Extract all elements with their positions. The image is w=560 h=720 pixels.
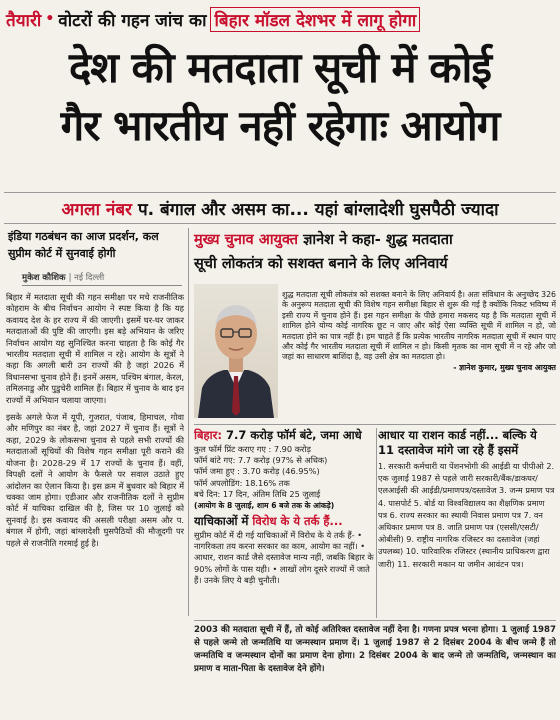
left-paragraph-2: इसके अगले फेज में यूपी, गुजरात, पंजाब, हिमाचल, गोवा और मणिपुर का नंबर है, जहां 2027 में चुनाव हैं। सूत्रों ने कहा, 2029 के लोकसभा चुनाव से पहले सभी राज्यों की मतदाताओं सूचियों की विशेष गहन समीक्षा पूरी कराने की योजना है। 2028-29 में 17 राज्यों के चुनाव हैं। वहीं, विपक्षी दलों ने आयोग के फैसले पर सवाल उठाते हुए आंदोलन का ऐलान किया है। इस क्रम में बुधवार को बिहार में चक्का जाम होगा। एडीआर और राजनीतिक दलों ने सुप्रीम कोर्ट में याचिका दाखिल की है, जिस पर 10 जुलाई को सुनवाई है। इस कवायद की असली परीक्षा असम और प. बंगाल में होगी, जहां बांग्लादेशी घुसपैठियों की मौजूदगी पर पहले से राजनीति गरमाई हुई है। — [6, 412, 184, 548]
bihar-stat-line: फॉर्म बांटे गए: 7.7 करोड़ (97% से अधिक) — [194, 455, 328, 466]
subdeck — [4, 192, 556, 224]
section-divider — [194, 424, 556, 425]
kicker-text: वोटरों की गहन जांच का — [58, 10, 207, 31]
subdeck-label: अगला नंबर — [61, 199, 133, 220]
left-column-heading: इंडिया गठबंधन का आज प्रदर्शन, कल सुप्रीम कोर्ट में सुनवाई होगी — [8, 230, 159, 260]
bihar-stats-heading — [194, 428, 376, 442]
petitions-heading — [194, 514, 376, 528]
cec-quote-text: शुद्ध मतदाता सूची लोकतंत्र को सशक्त बनाने के लिए अनिवार्य है। अतः संविधान के अनुच्छेद 326 के अनुरूप मतदाता सूची की विशेष गहन समीक्षा बिहार से शुरू की गई है क्योंकि निकट भविष्य में इसी राज्य में चुनाव होने हैं। इस गहन समीक्षा के पीछे हमारा मकसद यह है कि मतदाता सूची में शामिल होने योग्य कोई नागरिक छूट न जाए और कोई ऐसा व्यक्ति सूची में शामिल न हो, जो मतदाता होने का पात्र नहीं है। हम चाहते हैं कि प्रत्येक भारतीय नागरिक मतदाता सूची में स्थान पाए और कोई गैर भारतीय मतदाता सूची में शामिल न हो। किसी मृतक का नाम सूची में न रहे और जो जहां का साधारण बाशिंदा है, वह उसी क्षेत्र का मतदाता हो। — [282, 290, 556, 362]
kicker-separator: • — [45, 11, 55, 27]
kicker — [6, 2, 554, 36]
petitions-heading-red: विरोध के ये तर्क हैं... — [252, 514, 343, 529]
cec-heading-rest: ज्ञानेश ने कहा- शुद्ध मतदाता — [303, 232, 453, 248]
headline-line-2: गैर भारतीय नहीं रहेगाः आयोग — [60, 101, 500, 150]
subdeck-text: प. बंगाल और असम का... यहां बांग्लादेशी घुसपैठी ज्यादा — [138, 199, 499, 220]
cec-heading-label: मुख्य चुनाव आयुक्त — [194, 232, 298, 248]
headline-line-1: देश की मतदाता सूची में कोई — [69, 43, 491, 92]
byline-place: | नई दिल्ली — [68, 273, 105, 283]
bihar-stats-title: 7.7 करोड़ फॉर्म बंटे, जमा आधे — [225, 428, 362, 442]
column-divider-2 — [376, 428, 377, 618]
documents-list: 1. सरकारी कर्मचारी या पेंशनभोगी की आईडी या पीपीओ 2. एक जुलाई 1987 से पहले जारी सरकारी/बैंक/डाकघर/एलआईसी की आईडी/प्रमाणपत्र/दस्तावेज 3. जन्म प्रमाण पत्र 4. पासपोर्ट 5. बोर्ड या विश्वविद्यालय का शैक्षणिक प्रमाण पत्र 6. राज्य सरकार का स्थायी निवास प्रमाण पत्र 7. वन अधिकार प्रमाण पत्र 8. जाति प्रमाण पत्र (एससी/एसटी/ओबीसी) 9. राष्ट्रीय नागरिक रजिस्टर का दस्तावेज (जहां उपलब्ध) 10. पारिवारिक रजिस्टर (स्थानीय प्राधिकरण द्वारा जारी) 11. सरकारी मकान या जमीन आवंटन पत्र। — [378, 461, 555, 569]
bihar-stats-label: बिहार: — [194, 428, 222, 442]
petitions-text: सुप्रीम कोर्ट में दी गई याचिकाओं में विरोध के ये तर्क हैं- • नागरिकता तय करना सरकार का काम, आयोग का नहीं। • आधार, राशन कार्ड जैसे दस्तावेज मान्य नहीं, जबकि बिहार के 90% लोगों के पास यही। • लाखों लोग दूसरे राज्यों में जाते हैं। उनके लिए ये बड़ी चुनौती। — [194, 530, 374, 585]
cec-quote — [282, 290, 556, 420]
kicker-highlight: बिहार मॉडल देशभर में लागू होगा — [210, 7, 420, 32]
bihar-stat-line: फॉर्म जमा हुए : 3.70 करोड़ (46.95%) — [194, 466, 320, 477]
cec-heading-line-2: सूची लोकतंत्र को सशक्त बनाने के लिए अनिवार्य — [194, 256, 448, 272]
cec-portrait-photo — [194, 284, 278, 418]
left-paragraph-1: बिहार में मतदाता सूची की गहन समीक्षा पर मचे राजनीतिक कोहराम के बीच निर्वाचन आयोग ने स्पष्ट किया है कि यह कवायद देश के हर राज्य में की जाएगी। इसमें घर-घर जाकर मतदाताओं की पुष्टि की जाएगी। इस बड़े अभियान के जरिए निर्वाचन आयोग यह सुनिश्चित करना चाहता है कि कोई गैर भारतीय मतदाता सूची में शामिल न रहे। आयोग के सूत्रों ने कहा कि अगली बारी उन राज्यों की है जहां 2026 में विधानसभा चुनाव होने हैं। इनमें असम, पश्चिम बंगाल, केरल, तमिलनाडु और पुडुचेरी शामिल हैं। बिहार में चुनाव के बाद इन राज्यों में अभियान चलाया जाएगा। — [6, 292, 184, 405]
byline — [22, 272, 182, 286]
documents-box — [378, 428, 556, 620]
cec-quote-attribution: - ज्ञानेश कुमार, मुख्य चुनाव आयुक्त — [453, 362, 556, 372]
left-column-body — [6, 292, 184, 716]
cec-heading — [194, 228, 556, 276]
documents-heading: आधार या राशन कार्ड नहीं... बल्कि ये 11 दस्तावेज मांगे जा रहे हैं इसमें — [378, 428, 537, 457]
bihar-stats-box — [194, 428, 376, 620]
bihar-stats-note: (आयोग के 8 जुलाई, शाम 6 बजे तक के आंकड़े) — [194, 501, 335, 511]
bihar-stat-line: फॉर्म अपलोडिंग: 18.16% तक — [194, 477, 290, 488]
bihar-stat-line: बचे दिन: 17 दिन, अंतिम तिथि 25 जुलाई — [194, 488, 321, 499]
byline-name: मुकेश कौशिक — [22, 273, 66, 283]
petitions-heading-black: याचिकाओं में — [194, 514, 249, 529]
eligibility-note-box: 2003 की मतदाता सूची में हैं, तो कोई अतिरिक्त दस्तावेज नहीं देना है। गणना प्रपत्र भरना होगा। 1 जुलाई 1987 से पहले जन्मे तो जन्मतिथि या जन्मस्थान प्रमाण दें। 1 जुलाई 1987 से 2 दिसंबर 2004 के बीच जन्मे हैं तो जन्मतिथि व जन्मस्थान दोनों का प्रमाण देना होगा। 2 दिसंबर 2004 के बाद जन्मे तो जन्मतिथि, जन्मस्थान का प्रमाण व माता-पिता के दस्तावेज देने होंगे। — [194, 620, 556, 716]
bihar-stat-line: कुल फॉर्म प्रिंट कराए गए : 7.90 करोड़ — [194, 444, 311, 454]
kicker-tag: तैयारी — [6, 10, 42, 31]
column-divider — [188, 228, 189, 616]
